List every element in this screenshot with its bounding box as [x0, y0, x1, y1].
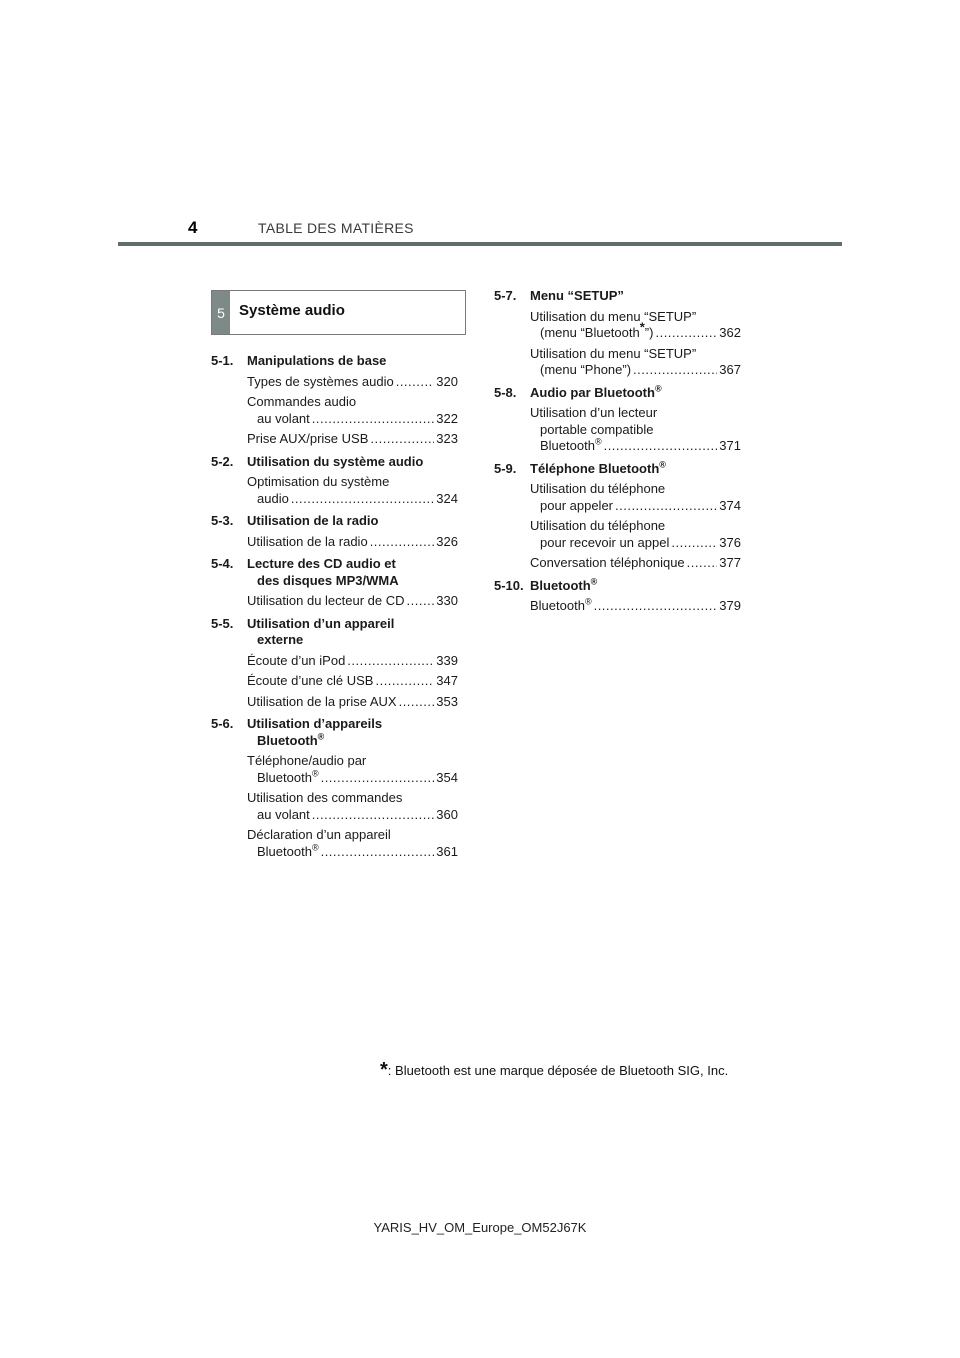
entry-text: Commandes audio — [247, 394, 357, 409]
leader-dots — [687, 555, 718, 572]
toc-right-column — [494, 288, 741, 615]
leader-dots — [396, 374, 435, 391]
entry-text: Bluetooth — [257, 769, 312, 785]
chapter-number: 5-10. — [494, 577, 524, 593]
entry-page: 324 — [436, 490, 458, 506]
entry-page: 374 — [719, 497, 741, 513]
entry-text: Utilisation du téléphone — [530, 481, 666, 496]
chapter-number: 5-6. — [211, 716, 234, 731]
entry-text: au volant — [257, 806, 310, 822]
leader-dots — [407, 593, 435, 610]
entry-text: Utilisation du téléphone — [530, 518, 666, 533]
page-number: 4 — [188, 218, 198, 237]
toc-entry[interactable] — [247, 593, 458, 610]
toc-entry[interactable] — [530, 598, 741, 615]
entry-text-wrap — [530, 598, 592, 615]
entry-page: 367 — [719, 362, 741, 377]
leader-dots — [671, 535, 717, 552]
leader-dots — [615, 498, 717, 515]
chapter-title: Lecture des CD audio et — [247, 556, 396, 571]
entry-text-wrap — [540, 438, 602, 455]
chapter-title-block — [530, 578, 741, 595]
entry-page: 353 — [436, 693, 458, 709]
leader-dots — [347, 653, 434, 670]
registered-mark: ® — [659, 459, 666, 470]
entry-text: Optimisation du système — [247, 474, 390, 489]
registered-mark: ® — [584, 596, 592, 607]
header-rule — [118, 242, 842, 246]
entry-text: (menu “Phone”) — [540, 362, 632, 377]
registered-mark: ® — [311, 842, 319, 853]
toc-chapter[interactable] — [494, 578, 741, 595]
entry-text: Prise AUX/prise USB — [247, 431, 369, 446]
entry-text: ”) — [644, 325, 654, 340]
entry-page: 347 — [436, 673, 458, 688]
toc-chapter[interactable] — [211, 454, 458, 471]
chapter-number: 5-7. — [494, 288, 517, 303]
entry-text: pour appeler — [540, 497, 613, 513]
entry-text: Conversation téléphonique — [530, 555, 685, 570]
registered-mark: ® — [590, 576, 598, 587]
toc-chapter[interactable] — [211, 353, 458, 370]
entry-page: 330 — [436, 593, 458, 608]
chapter-title-block — [247, 716, 458, 749]
leader-dots — [370, 431, 434, 448]
entry-text: pour recevoir un appel — [540, 534, 670, 550]
toc-entry[interactable] — [247, 534, 458, 551]
leader-dots — [399, 694, 435, 711]
leader-dots — [604, 438, 718, 455]
asterisk-mark: * — [380, 1059, 388, 1081]
footnote — [380, 1059, 729, 1081]
chapter-title: Bluetooth — [257, 732, 318, 748]
entry-text: audio — [257, 490, 289, 506]
chapter-title: Bluetooth — [530, 577, 591, 593]
toc-chapter[interactable] — [211, 716, 458, 749]
chapter-title: Utilisation d’appareils — [247, 716, 383, 731]
entry-page: 371 — [719, 438, 741, 453]
entry-text: Écoute d’une clé USB — [247, 673, 374, 688]
entry-page: 379 — [719, 598, 741, 613]
entry-page: 326 — [436, 533, 458, 549]
entry-text: (menu “Bluetooth — [540, 325, 640, 340]
chapter-title: des disques MP3/WMA — [257, 572, 399, 588]
chapter-title-block — [530, 385, 741, 402]
toc-chapter[interactable] — [494, 461, 741, 478]
entry-page: 354 — [436, 769, 458, 785]
chapter-title: Menu “SETUP” — [530, 288, 624, 303]
entry-text: Utilisation de la radio — [247, 533, 368, 549]
entry-text: Bluetooth — [540, 438, 595, 453]
toc-entry[interactable] — [247, 673, 458, 690]
entry-page: 377 — [719, 555, 741, 570]
toc-chapter[interactable] — [211, 513, 458, 530]
page-footer: YARIS_HV_OM_Europe_OM52J67K — [373, 1220, 587, 1235]
entry-text: Déclaration d’un appareil — [247, 827, 391, 842]
entry-page: 339 — [436, 652, 458, 668]
toc-entry[interactable] — [530, 518, 741, 551]
toc-entry[interactable] — [530, 481, 741, 514]
toc-entry[interactable] — [247, 694, 458, 711]
entry-page: 322 — [436, 410, 458, 426]
chapter-number: 5-5. — [211, 615, 234, 631]
entry-text: Utilisation de la prise AUX — [247, 693, 397, 709]
toc-chapter[interactable] — [494, 288, 741, 305]
registered-mark: ® — [654, 383, 662, 394]
asterisk-mark: * — [639, 319, 645, 335]
leader-dots — [594, 598, 718, 615]
toc-entry[interactable] — [530, 555, 741, 572]
leader-dots — [633, 362, 717, 379]
entry-text: Types de systèmes audio — [247, 373, 394, 389]
chapter-title: Utilisation de la radio — [247, 513, 379, 528]
leader-dots — [655, 325, 717, 342]
section-number-tab: 5 — [212, 291, 230, 334]
toc-entry[interactable] — [247, 653, 458, 670]
leader-dots — [321, 770, 435, 787]
entry-text: portable compatible — [540, 421, 654, 437]
toc-entry[interactable] — [530, 309, 741, 342]
toc-entry[interactable] — [247, 431, 458, 448]
entry-page: 362 — [719, 325, 741, 340]
leader-dots — [375, 673, 434, 690]
entry-text: Utilisation du menu “SETUP” — [530, 308, 697, 324]
chapter-number: 5-8. — [494, 384, 517, 400]
toc-entry[interactable] — [247, 474, 458, 507]
registered-mark: ® — [311, 768, 319, 779]
chapter-title: externe — [257, 632, 304, 647]
toc-entry[interactable] — [247, 827, 458, 860]
toc-entry[interactable] — [530, 346, 741, 379]
entry-text: Téléphone/audio par — [247, 753, 367, 768]
chapter-number: 5-9. — [494, 460, 517, 476]
section-header — [211, 290, 466, 335]
leader-dots — [370, 534, 435, 551]
entry-text: Utilisation du lecteur de CD — [247, 593, 405, 608]
entry-text: Utilisation d’un lecteur — [530, 405, 658, 420]
entry-text-wrap — [540, 319, 654, 342]
entry-text: au volant — [257, 410, 310, 426]
chapter-title-block — [530, 461, 741, 478]
toc-entry[interactable] — [247, 790, 458, 823]
entry-text: Écoute d’un iPod — [247, 652, 346, 668]
registered-mark: ® — [317, 731, 325, 742]
chapter-title-block — [247, 616, 458, 649]
leader-dots — [321, 844, 435, 861]
toc-entry[interactable] — [530, 405, 741, 455]
chapter-title: Téléphone Bluetooth — [530, 460, 660, 476]
toc-entry[interactable] — [247, 374, 458, 391]
toc-left-column — [211, 353, 458, 860]
entry-text: Bluetooth — [530, 598, 585, 613]
chapter-number: 5-2. — [211, 453, 234, 469]
entry-text: Bluetooth — [257, 843, 312, 859]
leader-dots — [291, 491, 434, 508]
chapter-number: 5-3. — [211, 513, 234, 528]
entry-text: Utilisation du menu “SETUP” — [530, 345, 697, 361]
footnote-text: : Bluetooth est une marque déposée de Bluetooth SIG, Inc. — [387, 1063, 729, 1078]
chapter-number: 5-4. — [211, 556, 234, 571]
entry-page: 320 — [436, 373, 458, 389]
toc-chapter[interactable] — [494, 385, 741, 402]
section-title: Système audio — [239, 302, 345, 319]
entry-text: Utilisation des commandes — [247, 790, 403, 805]
toc-entry[interactable] — [247, 394, 458, 427]
entry-text-wrap — [257, 770, 319, 787]
toc-chapter[interactable] — [211, 556, 458, 589]
header-title: TABLE DES MATIÈRES — [258, 220, 414, 236]
entry-text-wrap — [257, 844, 319, 861]
chapter-title-line — [247, 733, 458, 750]
leader-dots — [312, 807, 435, 824]
chapter-title: Utilisation d’un appareil — [247, 615, 395, 631]
toc-chapter[interactable] — [211, 616, 458, 649]
registered-mark: ® — [594, 436, 602, 447]
entry-page: 376 — [719, 534, 741, 550]
entry-page: 323 — [436, 431, 458, 446]
leader-dots — [312, 411, 435, 428]
entry-page: 360 — [436, 806, 458, 822]
chapter-title-block — [247, 556, 458, 589]
chapter-title: Utilisation du système audio — [247, 453, 424, 469]
chapter-number: 5-1. — [211, 353, 234, 368]
entry-page: 361 — [436, 843, 458, 859]
chapter-title: Manipulations de base — [247, 353, 387, 368]
toc-entry[interactable] — [247, 753, 458, 786]
chapter-title: Audio par Bluetooth — [530, 384, 655, 400]
